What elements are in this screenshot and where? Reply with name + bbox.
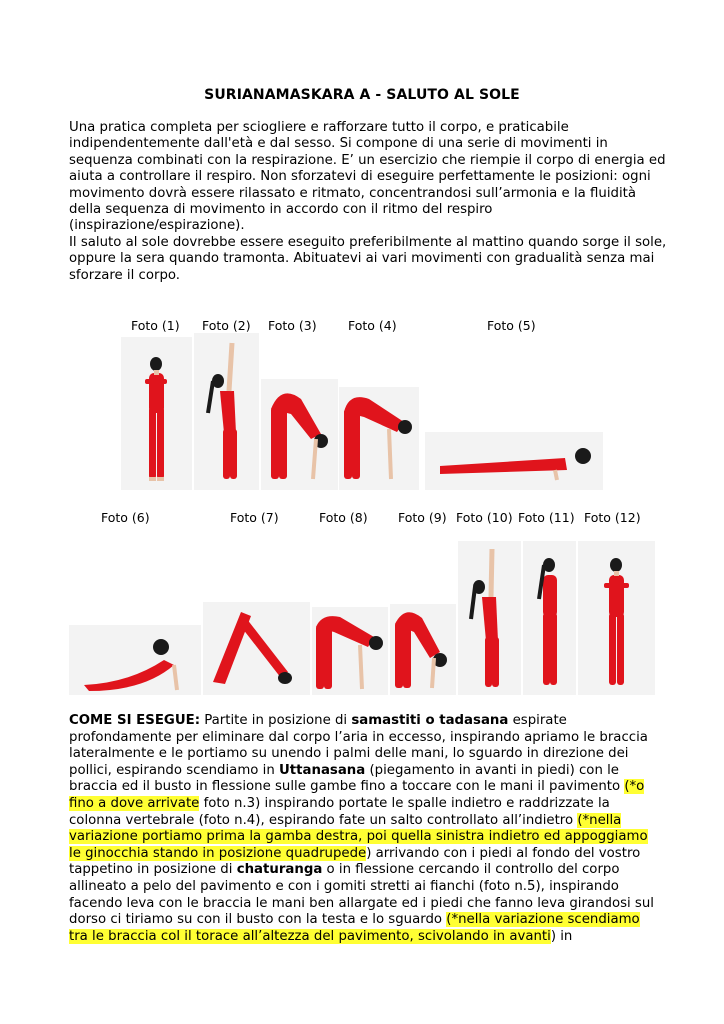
- how-to-text: foto n.3) inspirando portate le spalle indietro e raddrizzate la colonna vertebrale (foto n.4), espirando fate un salto controllato all’indietro: [69, 795, 610, 828]
- photo-label-9: Foto (9): [398, 510, 447, 525]
- page-title: SURIANAMASKARA A - SALUTO AL SOLE: [204, 87, 520, 103]
- photo-label-4: Foto (4): [348, 318, 397, 333]
- photo-label-2: Foto (2): [202, 318, 251, 333]
- photo-label-5: Foto (5): [487, 318, 536, 333]
- photo-label-7: Foto (7): [230, 510, 279, 525]
- photo-6: [69, 625, 201, 695]
- how-to-heading: COME SI ESEGUE:: [69, 713, 201, 728]
- photo-10: [458, 541, 521, 695]
- photo-12: [578, 541, 655, 695]
- term-chaturanga: chaturanga: [236, 862, 323, 878]
- variation-note: (*nella variazione scendiamo tra le braccia col il torace all’altezza del pavimento, scivolando in avanti: [69, 912, 640, 944]
- variation-note: (*nella variazione portiamo prima la gamba destra, poi quella sinistra indietro ed appoggiamo le ginocchia stando in posizione quadrupede: [69, 812, 648, 861]
- how-to-text: o in flessione cercando il controllo del corpo allineato a pelo del pavimento e con i gomiti stretti ai fianchi (foto n.5), inspirando facendo leva con le braccia le mani ben allargate ed i piedi che fanno leva girandosi sul dorso ci tiriamo su con il busto con la testa e lo sguardo: [69, 862, 654, 928]
- photo-5: [425, 432, 603, 490]
- photo-label-3: Foto (3): [268, 318, 317, 333]
- how-to-text: ) in: [550, 928, 573, 944]
- photo-1: [121, 337, 192, 490]
- term-samastiti: samastiti o tadasana: [351, 713, 509, 728]
- how-to-text: espirate profondamente per eliminare dal corpo l’aria in eccesso, inspirando apriamo le braccia lateralmente e le portiamo su unendo i palmi delle mani, lo sguardo in direzione dei pollici, espirando scendiamo in: [69, 713, 648, 778]
- photo-9: [390, 604, 456, 695]
- photo-label-6: Foto (6): [101, 510, 150, 525]
- photo-2: [194, 333, 259, 490]
- intro-text: [69, 120, 669, 284]
- photo-label-8: Foto (8): [319, 510, 368, 525]
- how-to-text: (piegamento in avanti in piedi) con le braccia ed il busto in flessione sulle gambe fino a toccare con le mani il pavimento: [69, 762, 625, 795]
- photo-7: [203, 602, 310, 695]
- photo-3: [261, 379, 338, 490]
- photo-label-11: Foto (11): [518, 510, 575, 525]
- variation-note: (*o fino a dove arrivate: [69, 779, 645, 811]
- term-uttanasana: Uttanasana: [279, 762, 366, 778]
- photo-11: [523, 541, 576, 695]
- how-to-section: [69, 713, 657, 945]
- photo-label-1: Foto (1): [131, 318, 180, 333]
- intro-paragraph-2: Il saluto al sole dovrebbe essere eseguito preferibilmente al mattino quando sorge il sole, oppure la sera quando tramonta. Abituatevi ai vari movimenti con gradualità senza mai sforzare il corpo.: [69, 234, 667, 283]
- photo-4: [339, 387, 419, 490]
- how-to-text: Partite in posizione di: [200, 713, 352, 728]
- photo-label-12: Foto (12): [584, 510, 641, 525]
- photo-8: [312, 607, 388, 695]
- intro-paragraph-1: Una pratica completa per sciogliere e rafforzare tutto il corpo, e praticabile indipendentemente dall'età e dal sesso. Si compone di una serie di movimenti in sequenza combinati con la respirazione. E’ un esercizio che riempie il corpo di energia ed aiuta a controllare il respiro. Non sforzatevi di eseguire perfettamente le posizioni: ogni movimento dovrà essere rilassato e ritmato, concentrandosi sull’armonia e la fluidità della sequenza di movimento in accordo con il ritmo del respiro (inspirazione/espirazione).: [69, 120, 666, 234]
- photo-label-10: Foto (10): [456, 510, 513, 525]
- how-to-text: ) arrivando con i piedi al fondo del vostro tappetino in posizione di: [69, 845, 641, 878]
